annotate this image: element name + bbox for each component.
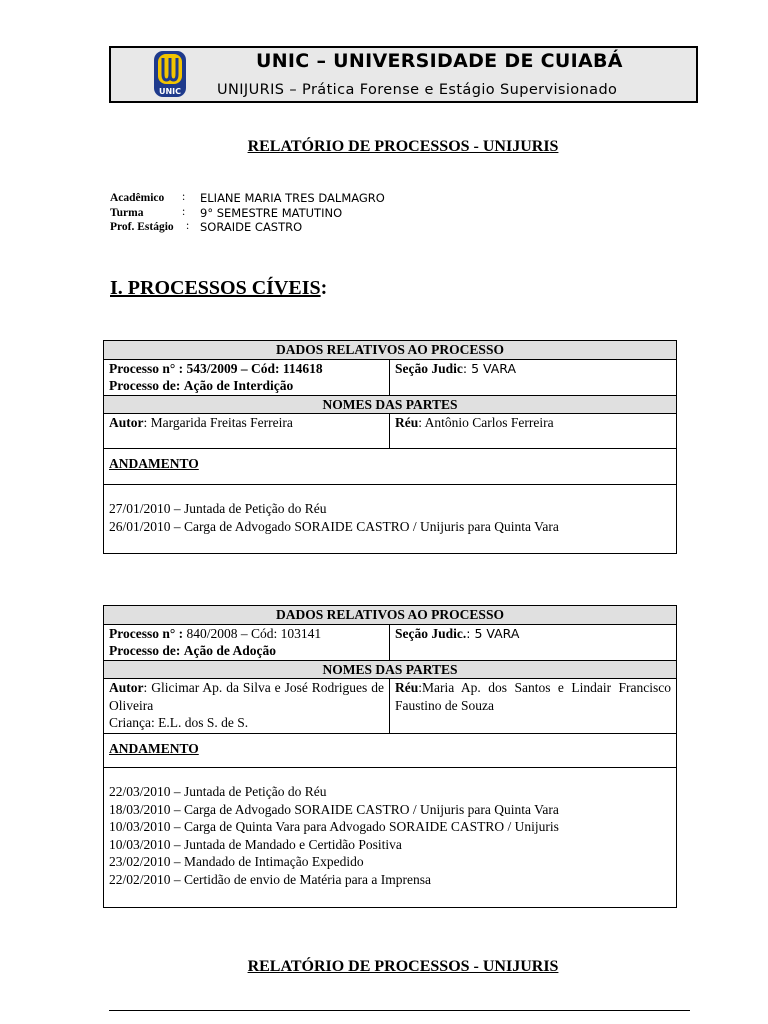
info-colon: : — [182, 205, 186, 218]
process-table-2 — [103, 605, 677, 908]
process-number-value: 840/2008 – Cód: 103141 — [183, 625, 322, 641]
andamento-list — [104, 485, 677, 554]
autor-label: Autor — [109, 680, 144, 695]
reu-value: : Antônio Carlos Ferreira — [418, 415, 554, 430]
info-label: Turma — [110, 206, 144, 219]
andamento-entry: 10/03/2010 – Juntada de Mandado e Certidão Positiva — [109, 836, 402, 852]
andamento-label: ANDAMENTO — [109, 741, 199, 756]
process-number-value: 543/2009 – Cód: 114618 — [186, 360, 323, 376]
autor-cell — [104, 414, 390, 449]
section-title-colon: : — [320, 277, 328, 299]
info-label: Acadêmico — [110, 192, 165, 204]
secao-label: Seção Judic — [395, 360, 463, 376]
andamento-entry: 10/03/2010 – Carga de Quinta Vara para Advogado SORAIDE CASTRO / Unijuris — [109, 819, 559, 834]
andamento-entry: 22/02/2010 – Certidão de envio de Matéria para a Imprensa — [109, 871, 432, 887]
andamento-header-cell — [104, 449, 677, 485]
institution-title: UNIC – UNIVERSIDADE DE CUIABÁ — [256, 50, 623, 72]
andamento-entry: 26/01/2010 – Carga de Advogado SORAIDE CASTRO / Unijuris para Quinta Vara — [109, 518, 559, 534]
process-table-1 — [103, 340, 677, 554]
autor-label: Autor — [109, 415, 144, 430]
andamento-header-cell — [104, 734, 677, 768]
autor-cell — [104, 679, 390, 734]
process-type-label: Processo de: — [109, 643, 181, 658]
info-value: ELIANE MARIA TRES DALMAGRO — [200, 191, 385, 205]
andamento-entry: 23/02/2010 – Mandado de Intimação Expedido — [109, 854, 364, 869]
reu-label: Réu — [395, 680, 419, 695]
institution-header — [109, 46, 698, 103]
institution-subtitle: UNIJURIS – Prática Forense e Estágio Supervisionado — [217, 82, 618, 98]
section-title-text: I. PROCESSOS CÍVEIS — [110, 277, 321, 299]
info-value: 9° SEMESTRE MATUTINO — [200, 205, 343, 220]
reu-label: Réu — [395, 415, 419, 430]
andamento-list — [104, 768, 677, 908]
secao-cell — [390, 624, 677, 660]
info-colon: : — [182, 191, 186, 203]
andamento-entry: 27/01/2010 – Juntada de Petição do Réu — [109, 501, 327, 516]
unic-logo — [153, 50, 187, 98]
process-header: DADOS RELATIVOS AO PROCESSO — [104, 341, 677, 360]
reu-value: :Maria Ap. dos Santos e Lindair Francisco Faustino de Souza — [395, 680, 671, 713]
secao-cell — [390, 359, 677, 395]
info-value: SORAIDE CASTRO — [200, 220, 303, 234]
reu-cell — [390, 414, 677, 449]
autor-extra: Criança: E.L. dos S. de S. — [109, 715, 249, 730]
parties-header: NOMES DAS PARTES — [104, 395, 677, 414]
autor-value: : Glicimar Ap. da Silva e José Rodrigues de Oliveira — [109, 680, 384, 713]
andamento-entry: 18/03/2010 – Carga de Advogado SORAIDE CASTRO / Unijuris para Quinta Vara — [109, 801, 559, 817]
process-number-label: Processo n° : — [109, 625, 184, 641]
process-type-value: Ação de Adoção — [183, 643, 276, 658]
process-type-value: Ação de Interdição — [183, 378, 294, 393]
autor-value: : Margarida Freitas Ferreira — [143, 415, 293, 430]
report-title-repeat: RELATÓRIO DE PROCESSOS - UNIJURIS — [247, 958, 559, 975]
secao-label: Seção Judic. — [395, 625, 467, 641]
process-type-label: Processo de: — [109, 378, 181, 393]
process-number-label: Processo n° : — [109, 360, 184, 376]
process-header: DADOS RELATIVOS AO PROCESSO — [104, 606, 677, 625]
secao-value: : 5 VARA — [466, 625, 520, 641]
reu-cell — [390, 679, 677, 734]
process-number-cell — [104, 624, 390, 660]
process-number-cell — [104, 359, 390, 395]
report-title: RELATÓRIO DE PROCESSOS - UNIJURIS — [247, 138, 559, 155]
logo-text: UNIC — [158, 87, 182, 96]
info-colon: : — [186, 220, 190, 232]
andamento-entry: 22/03/2010 – Juntada de Petição do Réu — [109, 784, 327, 799]
footer-divider — [109, 1010, 690, 1011]
info-label: Prof. Estágio — [110, 221, 174, 233]
andamento-label: ANDAMENTO — [109, 456, 199, 471]
section-title — [110, 277, 327, 300]
parties-header: NOMES DAS PARTES — [104, 660, 677, 679]
secao-value: : 5 VARA — [462, 360, 517, 376]
